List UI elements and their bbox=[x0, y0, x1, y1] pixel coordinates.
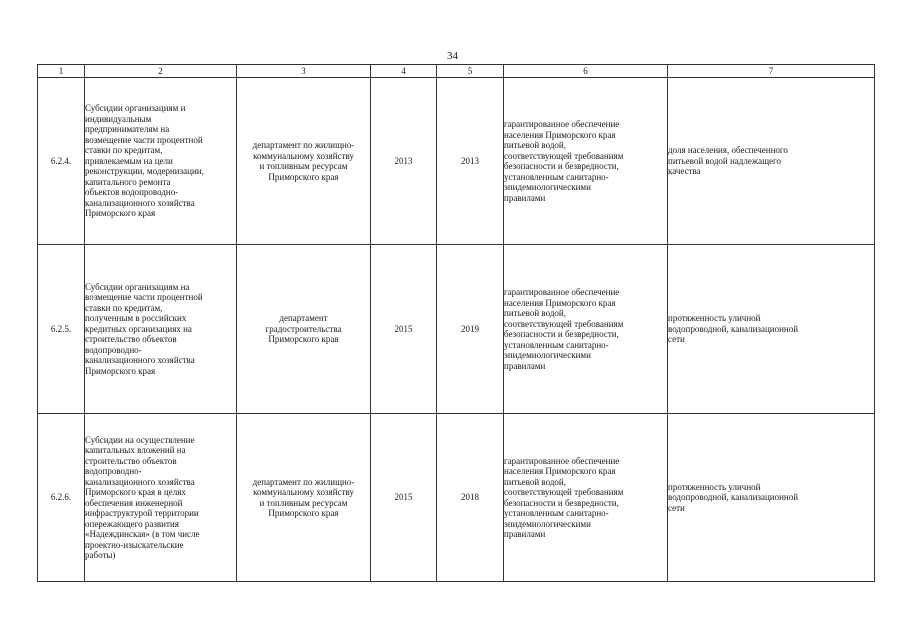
table-row bbox=[38, 414, 875, 582]
indicator bbox=[668, 78, 875, 245]
executor bbox=[237, 245, 371, 414]
measure-name-text: Субсидии организациям и индивидуальным предпринимателям на возмещение части процентной ставки по кредитам, привлекаемым на цели реконструкции, модернизации, капитального ремонта объектов водопроводно- канализационного хозяйства Приморского края bbox=[85, 103, 204, 219]
expected-result-text: гарантированное обеспечение населения Приморского края питьевой водой, соответствующей требованиям безопасности и безвредности, установленным санитарно- эпидемиологическими правилами bbox=[504, 287, 624, 371]
indicator-text: доля населения, обеспеченного питьевой водой надлежащего качества bbox=[668, 145, 788, 177]
measure-name bbox=[85, 414, 237, 582]
expected-result-text: гарантированное обеспечение населения Приморского края питьевой водой, соответствующей требованиям безопасности и безвредности, установленным санитарно- эпидемиологическими правилами bbox=[504, 455, 624, 539]
start-year: 2013 bbox=[371, 78, 437, 245]
executor-text: департамент по жилищно- коммунальному хозяйству и топливным ресурсам Приморского края bbox=[252, 476, 355, 518]
header-col-1: 1 bbox=[38, 65, 85, 78]
start-year: 2015 bbox=[371, 245, 437, 414]
header-col-7: 7 bbox=[668, 65, 875, 78]
header-col-2: 2 bbox=[85, 65, 237, 78]
end-year: 2013 bbox=[437, 78, 504, 245]
indicator-text: протяженность уличной водопроводной, канализационной сети bbox=[668, 313, 799, 345]
executor-text: департамент по жилищно- коммунальному хозяйству и топливным ресурсам Приморского края bbox=[252, 140, 355, 182]
header-col-5: 5 bbox=[437, 65, 504, 78]
row-number: 6.2.5. bbox=[38, 245, 85, 414]
header-col-6: 6 bbox=[504, 65, 668, 78]
indicator-text: протяженность уличной водопроводной, канализационной сети bbox=[668, 481, 799, 513]
indicator bbox=[668, 414, 875, 582]
expected-result bbox=[504, 414, 668, 582]
indicator bbox=[668, 245, 875, 414]
expected-result bbox=[504, 78, 668, 245]
executor bbox=[237, 78, 371, 245]
table-row bbox=[38, 245, 875, 414]
header-col-3: 3 bbox=[237, 65, 371, 78]
end-year: 2018 bbox=[437, 414, 504, 582]
measure-name-text: Субсидии на осуществление капитальных вложений на строительство объектов водопроводно- канализационного хозяйства Приморского края в целях обеспечения инженерной инфраструктурой территории опережающего развития «Надеждинская» (в том числе проектно-изыскательские работы) bbox=[85, 434, 200, 560]
page-number: 34 bbox=[447, 50, 458, 62]
expected-result bbox=[504, 245, 668, 414]
table-row bbox=[38, 78, 875, 245]
header-row bbox=[38, 65, 875, 78]
measure-name bbox=[85, 245, 237, 414]
program-table bbox=[37, 64, 875, 582]
header-col-4: 4 bbox=[371, 65, 437, 78]
expected-result-text: гарантированное обеспечение населения Приморского края питьевой водой, соответствующей требованиям безопасности и безвредности, установленным санитарно- эпидемиологическими правилами bbox=[504, 119, 624, 203]
executor-text: департамент градостроительства Приморского края bbox=[265, 313, 342, 345]
start-year: 2015 bbox=[371, 414, 437, 582]
row-number: 6.2.4. bbox=[38, 78, 85, 245]
measure-name bbox=[85, 78, 237, 245]
end-year: 2019 bbox=[437, 245, 504, 414]
measure-name-text: Субсидии организациям на возмещение части процентной ставки по кредитам, полученным в российских кредитных организациях на строительство объектов водопроводно- канализационного хозяйства Приморского края bbox=[85, 281, 203, 376]
executor bbox=[237, 414, 371, 582]
row-number: 6.2.6. bbox=[38, 414, 85, 582]
